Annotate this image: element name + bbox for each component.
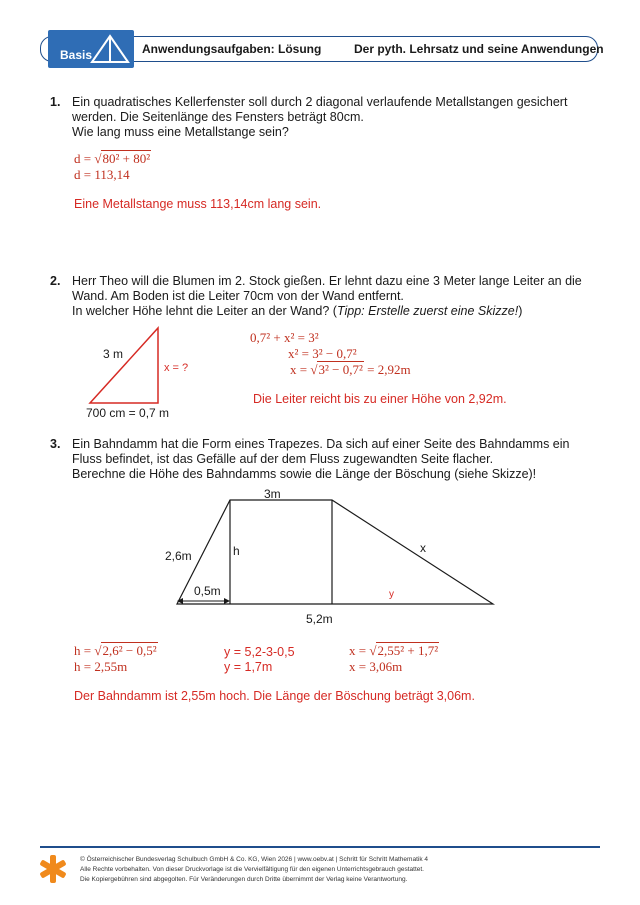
footer-divider <box>40 846 600 848</box>
task3-line: Fluss befindet, ist das Gefälle auf der dem Fluss zugewandten Seite flacher. <box>72 452 494 466</box>
task2-line: Wand. Am Boden ist die Leiter 70cm von der Wand entfernt. <box>72 289 404 303</box>
task2-line-3: In welcher Höhe lehnt die Leiter an der Wand? (Tipp: Erstelle zuerst eine Skizze!) <box>72 304 523 318</box>
y-label: y <box>389 589 394 600</box>
task3-line: Ein Bahndamm hat die Form eines Trapezes. Da sich auf einer Seite des Bahndamms ein <box>72 437 570 451</box>
task1-equation-2: d = 113,14 <box>74 167 130 182</box>
logo-text: Basis <box>60 48 93 62</box>
task1-line: Ein quadratisches Kellerfenster soll durch 2 diagonal verlaufende Metallstangen gesichert <box>72 95 568 109</box>
slope-x-label: x <box>420 541 426 555</box>
arrow-head-right <box>224 598 230 604</box>
top-length-label: 3m <box>264 487 281 501</box>
ladder-length-label: 3 m <box>103 347 124 361</box>
task2-equation-1: 0,7² + x² = 3² <box>250 330 319 345</box>
task2-equation-2: x² = 3² − 0,7² <box>288 346 357 361</box>
task2-number: 2. <box>50 274 61 288</box>
task1-equation-1: d = √80² + 80² <box>74 151 151 166</box>
task2-equation-3: x = √3² − 0,7² = 2,92m <box>290 362 411 377</box>
height-label: h <box>233 544 240 558</box>
base-length-label: 5,2m <box>306 612 333 626</box>
task2-line: Herr Theo will die Blumen im 2. Stock gießen. Er lehnt dazu eine 3 Meter lange Leiter an die <box>72 274 582 288</box>
x-equation-1: x = √2,55² + 1,7² <box>349 643 439 658</box>
ladder-height-label: x = ? <box>164 362 189 374</box>
ladder-base-label: 700 cm = 0,7 m <box>86 406 170 420</box>
publisher-logo-icon <box>40 855 66 883</box>
footer-line: Die Kopiergebühren sind abgegolten. Für Veränderungen durch Dritte übernimmt der Verlag keine Verantwortung. <box>80 876 408 883</box>
task1-line: werden. Die Seitenlänge des Fensters beträgt 80cm. <box>72 110 364 124</box>
task3-number: 3. <box>50 437 61 451</box>
footer-line: Alle Rechte vorbehalten. Von dieser Druckvorlage ist die Vervielfältigung für den eigenen Unterrichtsgebrauch gestattet. <box>80 866 424 873</box>
h-equation-1: h = √2,6² − 0,5² <box>74 643 157 658</box>
slope-length-label: 2,6m <box>165 549 192 563</box>
header-subtitle: Der pyth. Lehrsatz und seine Anwendungen <box>354 42 604 56</box>
task3-answer: Der Bahndamm ist 2,55m hoch. Die Länge der Böschung beträgt 3,06m. <box>74 689 475 703</box>
footer-line: © Österreichischer Bundesverlag Schulbuch GmbH & Co. KG, Wien 2026 | www.oebv.at | Schritt für Schritt Mathematik 4 <box>80 856 428 863</box>
header-title: Anwendungsaufgaben: Lösung <box>142 42 322 56</box>
ladder-triangle <box>90 328 158 403</box>
x-equation-2: x = 3,06m <box>349 659 403 674</box>
task3-line: Berechne die Höhe des Bahndamms sowie die Länge der Böschung (siehe Skizze)! <box>72 467 537 481</box>
y-equation-1: y = 5,2-3-0,5 <box>224 645 295 659</box>
h-equation-2: h = 2,55m <box>74 659 128 674</box>
task1-answer: Eine Metallstange muss 113,14cm lang sein. <box>74 197 322 211</box>
task2-answer: Die Leiter reicht bis zu einer Höhe von 2,92m. <box>253 392 507 406</box>
y-equation-2: y = 1,7m <box>224 660 273 674</box>
task1-number: 1. <box>50 95 61 109</box>
embankment-sketch <box>160 490 510 620</box>
trapezoid-outline <box>177 500 493 604</box>
task1-line: Wie lang muss eine Metallstange sein? <box>72 125 289 139</box>
small-offset-label: 0,5m <box>194 584 221 598</box>
